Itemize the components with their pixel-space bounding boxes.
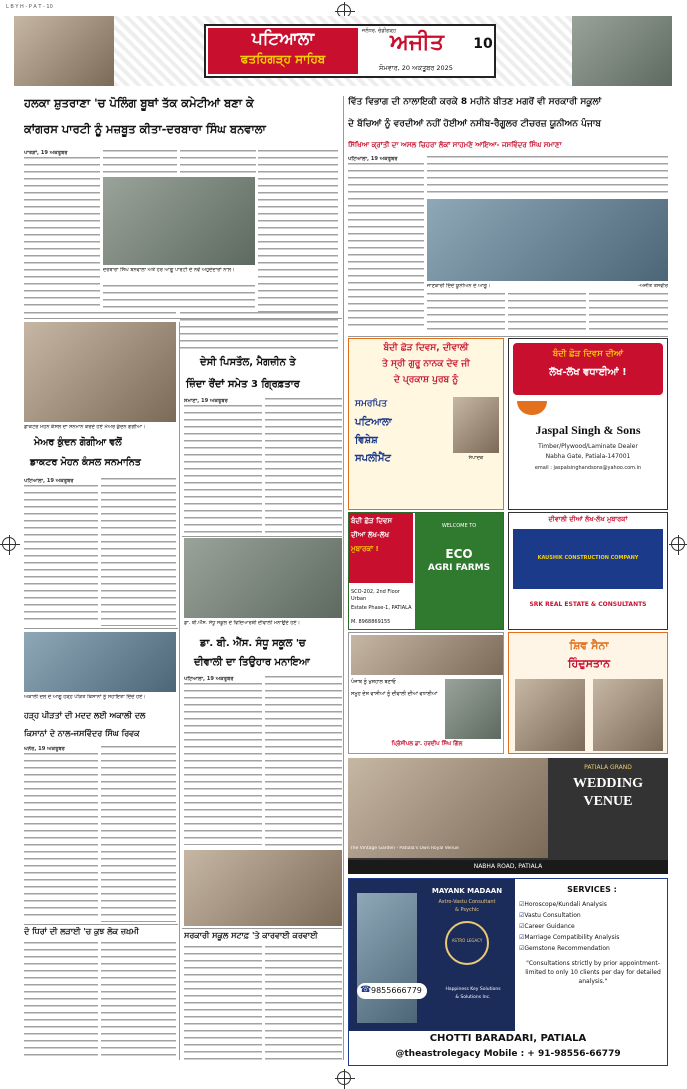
shiv-line2: ਹਿੰਦੁਸਤਾਨ xyxy=(568,657,610,670)
story2-headline-line1: ਵਿੱਤ ਵਿਭਾਗ ਦੀ ਨਾਲਾਇਕੀ ਕਰਕੇ 8 ਮਹੀਨੇ ਬੀਤਣ ਮਗਰੋਂ ਵੀ ਸਰਕਾਰੀ ਸਕੂਲਾਂ xyxy=(348,97,602,107)
protest-body-col2 xyxy=(265,946,342,1060)
story2-photo xyxy=(427,199,668,281)
registration-mark-right xyxy=(671,537,685,551)
astro-service-item: ☑Marriage Compatibility Analysis xyxy=(519,934,620,941)
school-photo-lower xyxy=(184,850,342,926)
lead-body-lower xyxy=(103,285,255,312)
registration-mark-bottom xyxy=(337,1071,351,1085)
shiv-line1: ਸ਼ਿਵ ਸੈਨਾ xyxy=(569,639,609,652)
wedding-brand: PATIALA GRAND xyxy=(584,764,632,771)
jaspal-email: email : jaspalsinghandsons@yahoo.com.in xyxy=(534,465,642,471)
supp-line1: ਬੰਦੀ ਛੋੜ ਦਿਵਸ, ਦੀਵਾਲੀ xyxy=(383,343,469,353)
kaushik-header: ਦੀਵਾਲੀ ਦੀਆਂ ਲੱਖ-ਲੱਖ ਮੁਬਾਰਕਾਂ xyxy=(548,515,628,523)
mayor-body-col2 xyxy=(101,478,176,626)
ad-political xyxy=(348,632,504,754)
heritage-photo-right xyxy=(572,16,672,86)
supp-line2: ਤੇ ਸ੍ਰੀ ਗੁਰੂ ਨਾਨਕ ਦੇਵ ਜੀ xyxy=(382,359,470,369)
eco-brand-box xyxy=(415,513,503,629)
checkbox-icon: ☑ xyxy=(519,934,525,941)
ad-eco-agri xyxy=(348,512,504,630)
accident-headline: ਦੋ ਧਿਰਾਂ ਦੀ ਲੜਾਈ 'ਚ ਕੁਝ ਲੋਕ ਜ਼ਖ਼ਮੀ xyxy=(24,927,139,936)
supp-line5: ਪਟਿਆਲਾ xyxy=(355,417,392,428)
story2-photo-credit: -ਅਜੀਤ ਤਸਵੀਰ xyxy=(638,283,668,289)
story2-headline-line2: ਦੇ ਬੱਚਿਆਂ ਨੂੰ ਵਰਦੀਆਂ ਨਹੀਂ ਹੋਈਆਂ ਨਸੀਬ-ਰੈਗੂਲਰ ਟੀਚਰਜ਼ ਯੂਨੀਅਨ ਪੰਜਾਬ xyxy=(348,119,602,129)
ad-wedding xyxy=(348,758,668,874)
eco-greeting-box xyxy=(349,513,413,583)
accident-body-col2 xyxy=(101,942,176,1060)
kaushik-panel xyxy=(513,529,663,589)
supp-caption: ਸੰਪਾਦਕ xyxy=(468,455,484,461)
heritage-photo-left xyxy=(14,16,114,86)
mayor-body-col1 xyxy=(24,478,98,626)
flood-body-col2 xyxy=(101,746,176,922)
flood-photo-caption: ਅਕਾਲੀ ਦਲ ਦੇ ਆਗੂ ਹੜ੍ਹ ਪੀੜਤ ਕਿਸਾਨਾਂ ਨੂੰ ਸਹਾਇਤਾ ਦਿੰਦੇ ਹੋਏ। xyxy=(24,694,146,700)
registration-mark-left xyxy=(2,537,16,551)
flood-body-col1 xyxy=(24,746,98,922)
mayor-photo xyxy=(24,322,176,422)
pistol-body-col1 xyxy=(184,398,262,534)
masthead xyxy=(14,12,672,92)
political-photos-row xyxy=(351,635,503,675)
eco-address-line1: SCO-202, 2nd Floor Urban xyxy=(351,589,400,602)
rule-below-flood xyxy=(24,924,178,925)
story2-photo-caption: ਜਾਣਕਾਰੀ ਦਿੰਦੇ ਯੂਨੀਅਨ ਦੇ ਆਗੂ। xyxy=(427,283,491,289)
eco-greeting-line3: ਮੁਬਾਰਕਾਂ ! xyxy=(351,545,379,553)
ad-kaushik xyxy=(508,512,668,630)
story2-body-col1 xyxy=(348,156,424,334)
astro-place: CHOTTI BARADARI, PATIALA xyxy=(429,1033,587,1044)
lead-body-col3 xyxy=(180,150,256,174)
flood-dateline: ਘਨੌਰ, 19 ਅਕਤੂਬਰ xyxy=(24,746,65,752)
lead-photo xyxy=(103,177,255,265)
jaspal-greeting-line1: ਬੰਦੀ ਛੋੜ ਦਿਵਸ ਦੀਆਂ xyxy=(552,349,624,359)
wedding-title-line1: WEDDING xyxy=(572,776,643,791)
political-name: ਪ੍ਰਿੰਸੀਪਲ ਡਾ. ਹਰਦੀਪ ਸਿੰਘ ਗਿੱਲ xyxy=(391,741,463,747)
flood-photo xyxy=(24,632,176,692)
astro-service-item: ☑Horoscope/Kundali Analysis xyxy=(519,901,607,908)
jaspal-greeting-box xyxy=(513,343,663,395)
ad-shiv-sena xyxy=(508,632,668,754)
political-line1: ਪੰਜਾਬ ਨੂੰ ਖੁਸ਼ਹਾਲ ਬਣਾਓ xyxy=(351,679,396,685)
astro-note: "Consultations strictly by prior appointment-limited to only 10 clients per day for detailed analysis." xyxy=(525,960,661,985)
eco-greeting-line1: ਬੰਦੀ ਛੋੜ ਦਿਵਸ xyxy=(351,517,393,525)
supp-line4: ਸਮਰਪਿਤ xyxy=(355,399,387,409)
checkbox-icon: ☑ xyxy=(519,923,525,930)
accident-body-col1 xyxy=(24,942,98,1060)
supp-portrait xyxy=(453,397,499,453)
lead-headline-line2: ਕਾਂਗਰਸ ਪਾਰਟੀ ਨੂੰ ਮਜ਼ਬੂਤ ਕੀਤਾ-ਦਰਬਾਰਾ ਸਿੰਘ ਬਨਵਾਲਾ xyxy=(24,122,266,136)
astro-service-item: ☑Career Guidance xyxy=(519,923,575,930)
jaspal-greeting-line2: ਲੱਖ-ਲੱਖ ਵਧਾਈਆਂ ! xyxy=(549,367,627,378)
school-headline-line2: ਦੀਵਾਲੀ ਦਾ ਤਿਉਹਾਰ ਮਨਾਇਆ xyxy=(194,657,310,668)
shiv-portrait-right xyxy=(593,679,663,751)
mayor-dateline: ਪਟਿਆਲਾ, 19 ਅਕਤੂਬਰ xyxy=(24,478,74,484)
astro-portrait xyxy=(357,893,417,1023)
rule-below-school xyxy=(182,928,342,929)
supp-line3: ਦੇ ਪ੍ਰਕਾਸ਼ ਪੁਰਬ ਨੂੰ xyxy=(393,375,459,385)
jaspal-tagline: Timber/Plywood/Laminate Dealer xyxy=(538,443,638,450)
jaspal-address: Nabha Gate, Patiala-147001 xyxy=(545,453,631,460)
masthead-banner xyxy=(204,24,496,78)
phone-icon: ☎ xyxy=(360,985,372,995)
political-portrait xyxy=(445,679,501,739)
flood-headline-line1: ਹੜ੍ਹ ਪੀੜਤਾਂ ਦੀ ਮਦਦ ਲਈ ਅਕਾਲੀ ਦਲ xyxy=(24,711,146,720)
eco-address-line2: Estate Phase-1, PATIALA xyxy=(351,605,412,611)
astro-service-item: ☑Vastu Consultation xyxy=(519,912,581,919)
protest-headline: ਸਰਕਾਰੀ ਸਕੂਲ ਸਟਾਫ਼ 'ਤੇ ਕਾਰਵਾਈ ਕਰਵਾਈ xyxy=(184,931,318,940)
political-line2: ਸਮੂਹ ਦੇਸ਼ ਵਾਸੀਆਂ ਨੂੰ ਦੀਵਾਲੀ ਦੀਆਂ ਵਧਾਈਆਂ xyxy=(351,691,438,697)
column-rule-center xyxy=(343,96,344,1060)
astro-phone-number: 9855666779 xyxy=(371,986,422,995)
ad-diwali-supplement xyxy=(348,338,504,510)
ad-jaspal xyxy=(508,338,668,510)
supp-line6: ਵਿਸ਼ੇਸ਼ xyxy=(355,435,378,446)
pistol-dateline: ਸਮਾਣਾ, 19 ਅਕਤੂਬਰ xyxy=(184,398,228,404)
astro-services-title: SERVICES : xyxy=(567,885,617,894)
column-rule-left xyxy=(179,322,180,1060)
school-dateline: ਪਟਿਆਲਾ, 19 ਅਕਤੂਬਰ xyxy=(184,676,234,682)
story2-subheadline: ਸਿੱਖਿਆ ਕ੍ਰਾਂਤੀ ਦਾ ਅਸਲ ਚਿਹਰਾ ਲੋਕਾਂ ਸਾਹਮਣੇ ਆਇਆ- ਜਸਵਿੰਦਰ ਸਿੰਘ ਸਮਾਣਾ xyxy=(348,141,562,149)
astro-title-line1: Astro-Vastu Consultant xyxy=(438,899,496,905)
page-number: 10 xyxy=(473,36,493,52)
story2-body-col3 xyxy=(508,293,586,335)
story2-dateline: ਪਟਿਆਲਾ, 19 ਅਕਤੂਬਰ xyxy=(348,156,398,162)
rule-below-story2 xyxy=(348,336,668,337)
pistol-headline-line1: ਦੇਸੀ ਪਿਸਤੌਲ, ਮੈਗਜ਼ੀਨ ਤੇ xyxy=(200,357,296,368)
edition-note: ਜਲੰਧਰ, ਚੰਡੀਗੜ੍ਹ xyxy=(362,28,397,34)
wedding-title-line2: VENUE xyxy=(583,794,633,809)
flood-headline-line2: ਕਿਸਾਨਾਂ ਦੇ ਨਾਲ-ਜਸਵਿੰਦਰ ਸਿੰਘ ਰਿਵਕ xyxy=(24,729,140,738)
pistol-headline-line2: ਜ਼ਿੰਦਾ ਰੌਂਦਾਂ ਸਮੇਤ 3 ਗ੍ਰਿਫ਼ਤਾਰ xyxy=(186,379,300,390)
astro-service-item: ☑Gemstone Recommendation xyxy=(519,945,610,952)
astro-credit-line2: & Solutions Inc. xyxy=(455,995,491,1000)
checkbox-icon: ☑ xyxy=(519,901,525,908)
school-body-col2 xyxy=(265,676,342,846)
astro-phone xyxy=(357,983,427,999)
ad-astro xyxy=(348,878,668,1066)
astro-logo-text: ASTRO LEGACY xyxy=(451,938,483,943)
lead-headline-line1: ਹਲਕਾ ਸ਼ੁਤਰਾਣਾ 'ਚ ਪੋਲਿੰਗ ਬੂਥਾਂ ਤੱਕ ਕਮੇਟੀਆਂ ਬਣਾ ਕੇ xyxy=(24,96,254,110)
lead-dateline: ਪਾਤੜਾਂ, 19 ਅਕਤੂਬਰ xyxy=(24,150,68,156)
rule-below-mayor xyxy=(24,628,178,629)
rule-below-pistol xyxy=(182,536,342,537)
paper-name: ਅਜੀਤ xyxy=(390,30,444,55)
kaushik-realestate: SRK REAL ESTATE & CONSULTANTS xyxy=(529,601,647,608)
astro-credit-line1: Happiness Key Solutions xyxy=(445,987,501,992)
lead-body-col1 xyxy=(24,150,100,312)
supp-line7: ਸਪਲੀਮੈਂਟ xyxy=(355,453,391,464)
school-headline-line1: ਡਾ. ਬੀ. ਐੱਸ. ਸੰਧੂ ਸਕੂਲ 'ਚ xyxy=(200,638,306,649)
masthead-date: ਸੋਮਵਾਰ, 20 ਅਕਤੂਬਰ 2025 xyxy=(379,64,453,72)
kaushik-company: KAUSHIK CONSTRUCTION COMPANY xyxy=(537,555,639,561)
astro-title-line2: & Psychic xyxy=(454,907,480,913)
jaspal-company: Jaspal Singh & Sons xyxy=(535,423,641,437)
city-bottom: ਫਤਹਿਗੜ੍ਹ ਸਾਹਿਬ xyxy=(240,52,326,66)
school-photo-caption: ਡਾ. ਬੀ.ਐੱਸ. ਸੰਧੂ ਸਕੂਲ ਦੇ ਵਿਦਿਆਰਥੀ ਦੀਵਾਲੀ ਮਨਾਉਂਦੇ ਹੋਏ। xyxy=(184,620,300,626)
mayor-photo-caption: ਡਾਕਟਰ ਮੋਹਨ ਕੰਸਲ ਦਾ ਸਨਮਾਨ ਕਰਦੇ ਹੋਏ ਮੇਅਰ ਕੁੰਦਨ ਗੋਗੀਆ। xyxy=(24,424,146,430)
wedding-venue-photo xyxy=(348,758,548,858)
eco-brand-line1: ECO xyxy=(445,547,473,561)
diya-icon xyxy=(517,401,547,415)
story2-body-col4 xyxy=(589,293,668,335)
astro-contact: @theastrolegacy Mobile : + 91-98556-66779 xyxy=(395,1049,621,1059)
astro-name: MAYANK MADAAN xyxy=(431,887,503,895)
story2-body-col2 xyxy=(427,293,505,335)
mayor-headline-line1: ਮੇਅਰ ਕੁੰਦਨ ਗੋਗੀਆ ਵਲੋਂ xyxy=(34,437,122,448)
school-body-col1 xyxy=(184,676,262,846)
checkbox-icon: ☑ xyxy=(519,945,525,952)
shiv-portrait-left xyxy=(515,679,585,751)
eco-greeting-line2: ਦੀਆਂ ਲੱਖ-ਲੱਖ xyxy=(351,531,390,539)
astro-left-panel xyxy=(349,879,515,1031)
printer-strip: L B Y H - P A T - 10 xyxy=(6,4,53,10)
astro-logo xyxy=(445,921,489,965)
pistol-body-col2 xyxy=(265,398,342,534)
astro-services-list xyxy=(519,899,667,954)
eco-brand-line2: AGRI FARMS xyxy=(427,563,491,573)
lead-body-col4 xyxy=(258,150,338,312)
protest-body-col1 xyxy=(184,946,262,1060)
checkbox-icon: ☑ xyxy=(519,912,525,919)
city-box xyxy=(208,28,358,74)
lead-photo-caption: ਦਰਬਾਰਾ ਸਿੰਘ ਬਨਵਾਲਾ ਅਤੇ ਹੋਰ ਆਗੂ ਪਾਰਟੀ ਦੇ ਨਵੇਂ ਅਹੁਦੇਦਾਰਾਂ ਨਾਲ। xyxy=(103,267,235,273)
rule-below-lead xyxy=(24,318,342,319)
lead-body-col2 xyxy=(103,150,177,174)
lead-body-text xyxy=(24,157,100,307)
wedding-sub: The Vintage Garden - Patiala's Own Royal Venue xyxy=(350,846,459,851)
wedding-footer: NABHA ROAD, PATIALA xyxy=(348,860,668,874)
story2-body-top xyxy=(427,156,668,196)
mayor-headline-line2: ਡਾਕਟਰ ਮੋਹਨ ਕੰਸਲ ਸਨਮਾਨਿਤ xyxy=(30,457,141,468)
city-top: ਪਟਿਆਲਾ xyxy=(251,29,315,49)
eco-phone: M. 8968869155 xyxy=(351,619,391,625)
eco-welcome: WELCOME TO xyxy=(441,523,477,529)
school-photo xyxy=(184,538,342,618)
